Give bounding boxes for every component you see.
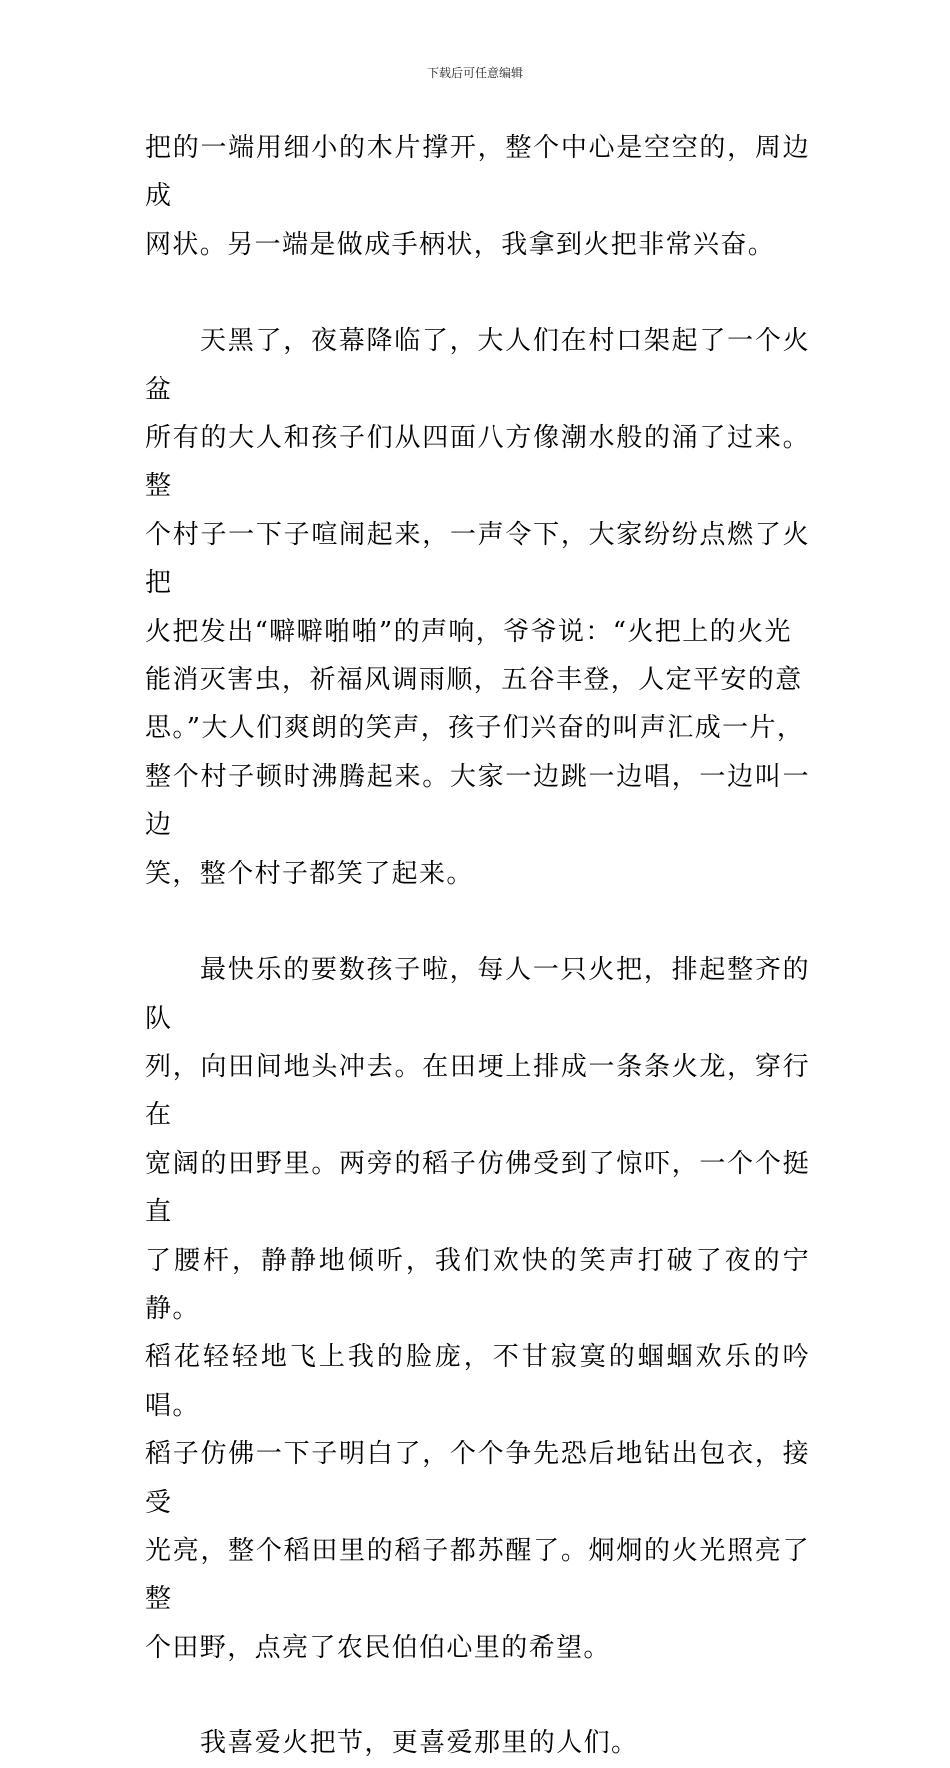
text-line: 火把发出“噼噼啪啪”的声响，爷爷说：“火把上的火光 xyxy=(145,616,792,647)
text-line: 个田野，点亮了农民伯伯心里的希望。 xyxy=(145,1632,611,1663)
paragraph-spacer xyxy=(145,269,810,317)
paragraph-3 xyxy=(145,946,810,1672)
paragraph-1 xyxy=(145,124,810,269)
text-line: 网状。另一端是做成手柄状，我拿到火把非常兴奋。 xyxy=(145,229,776,260)
text-line: 天黑了，夜幕降临了，大人们在村口架起了一个火盆 xyxy=(145,326,810,405)
text-line: 思。”大人们爽朗的笑声，孩子们兴奋的叫声汇成一片， xyxy=(145,713,805,744)
text-line: 整个村子顿时沸腾起来。大家一边跳一边唱，一边叫一边 xyxy=(145,761,810,841)
text-line: 最快乐的要数孩子啦，每人一只火把，排起整齐的队 xyxy=(145,955,810,1034)
paragraph-spacer xyxy=(145,1672,810,1719)
text-line: 个村子一下子喧闹起来，一声令下，大家纷纷点燃了火把 xyxy=(145,519,810,599)
text-line: 了腰杆，静静地倾听，我们欢快的笑声打破了夜的宁静。 xyxy=(145,1245,810,1324)
text-line: 所有的大人和孩子们从四面八方像潮水般的涌了过来。整 xyxy=(145,423,810,502)
page-header: 下载后可任意编辑 xyxy=(426,66,523,80)
text-line: 光亮，整个稻田里的稻子都苏醒了。炯炯的火光照亮了整 xyxy=(145,1535,810,1615)
text-line: 列，向田间地头冲去。在田埂上排成一条条火龙，穿行在 xyxy=(145,1051,810,1131)
paragraph-2 xyxy=(145,317,810,898)
document-body xyxy=(145,124,810,1768)
paragraph-4 xyxy=(145,1719,810,1767)
text-line: 能消灭害虫，祈福风调雨顺，五谷丰登，人定平安的意 xyxy=(145,665,803,696)
paragraph-spacer xyxy=(145,898,810,946)
text-line: 我喜爱火把节，更喜爱那里的人们。 xyxy=(200,1728,639,1759)
text-line: 稻花轻轻地飞上我的脸庞，不甘寂寞的蝈蝈欢乐的吟唱。 xyxy=(145,1342,810,1421)
text-line: 把的一端用细小的木片撑开，整个中心是空空的，周边成 xyxy=(145,133,810,212)
text-line: 宽阔的田野里。两旁的稻子仿佛受到了惊吓，一个个挺直 xyxy=(145,1148,810,1228)
text-line: 笑，整个村子都笑了起来。 xyxy=(145,858,474,889)
text-line: 稻子仿佛一下子明白了，个个争先恐后地钻出包衣，接受 xyxy=(145,1439,810,1518)
